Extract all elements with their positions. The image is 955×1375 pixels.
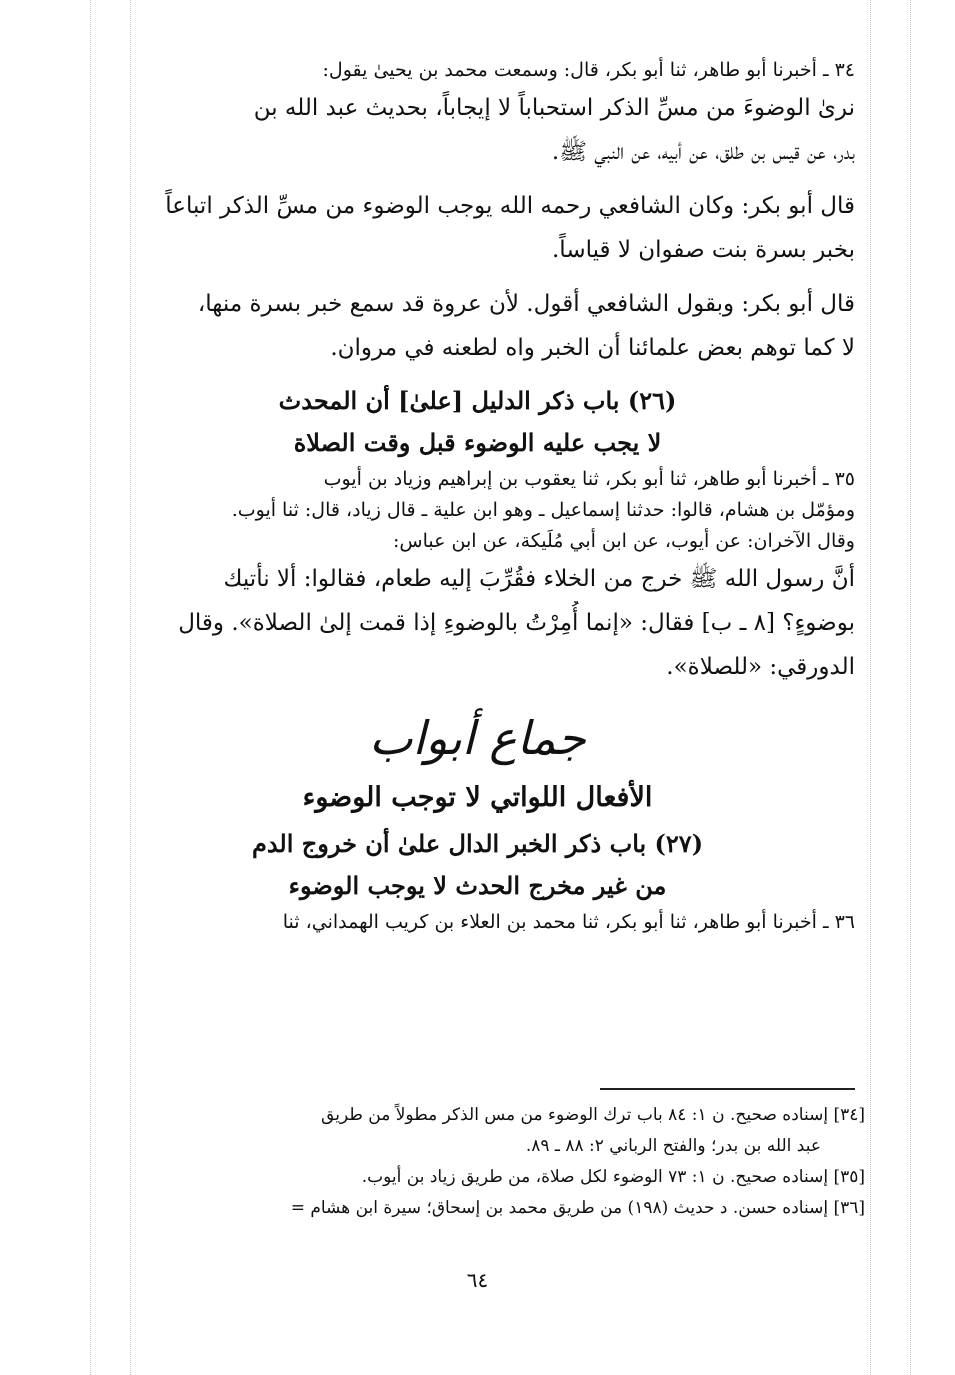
hadith-34 bbox=[100, 55, 855, 370]
chapter-26-heading bbox=[100, 380, 855, 464]
scan-guide-line bbox=[870, 0, 871, 1375]
hadith-35 bbox=[100, 464, 855, 689]
section-heading bbox=[100, 703, 855, 823]
chapter-title-line: لا يجب عليه الوضوء قبل وقت الصلاة bbox=[293, 428, 662, 457]
narration-line: ٣٥ ـ أخبرنا أبو طاهر، ثنا أبو بكر، ثنا يعقوب بن إبراهيم وزياد بن أيوب bbox=[323, 468, 855, 490]
scan-guide-line bbox=[90, 0, 91, 1375]
page-number: ٦٤ bbox=[466, 1268, 489, 1292]
text-line: بوضوءٍ؟ [٨ ـ ب] فقال: «إنما أُمِرْتُ بالوضوءِ إذا قمت إلىٰ الصلاة». وقال bbox=[178, 610, 855, 636]
calligraphy-title: جماع أبواب bbox=[369, 711, 586, 765]
chapter-title-line: من غير مخرج الحدث لا يوجب الوضوء bbox=[288, 871, 667, 900]
comment-line: قال أبو بكر: وبقول الشافعي أقول. لأن عروة قد سمع خبر بسرة منها، bbox=[197, 291, 855, 317]
chapter-title-line: (٢٧) باب ذكر الخبر الدال علىٰ أن خروج الدم bbox=[251, 829, 704, 858]
footnote-35: [٣٥] إسناده صحيح. ن ١: ٧٣ الوضوء لكل صلاة، من طريق زياد بن أيوب. bbox=[361, 1167, 865, 1187]
comment-line: قال أبو بكر: وكان الشافعي رحمه الله يوجب الوضوء من مسِّ الذكر اتباعاً bbox=[165, 193, 855, 219]
narration-line: ومؤمّل بن هشام، قالوا: حدثنا إسماعيل ـ وهو ابن علية ـ قال زياد، قال: ثنا أيوب. bbox=[231, 499, 855, 521]
footnote-divider bbox=[600, 1088, 855, 1090]
comment-line: بخبر بسرة بنت صفوان لا قياساً. bbox=[552, 237, 855, 263]
chapter-title-line: (٢٦) باب ذكر الدليل [علىٰ] أن المحدث bbox=[278, 386, 677, 415]
footnotes bbox=[100, 1100, 865, 1224]
text-line: نرىٰ الوضوءَ من مسِّ الذكر استحباباً لا إيجاباً، بحديث عبد الله بن bbox=[253, 95, 855, 121]
page-body bbox=[100, 55, 855, 938]
section-title: الأفعال اللواتي لا توجب الوضوء bbox=[302, 782, 653, 813]
text-line: بدر، عن قيس بن طلق، عن أبيه، عن النبي ﷺ. bbox=[551, 139, 855, 165]
text-line: الدورقي: «للصلاة». bbox=[666, 654, 855, 680]
hadith-36 bbox=[100, 907, 855, 938]
footnote-36: [٣٦] إسناده حسن. د حديث (١٩٨) من طريق محمد بن إسحاق؛ سيرة ابن هشام = bbox=[290, 1198, 865, 1218]
narration-line: ٣٤ ـ أخبرنا أبو طاهر، ثنا أبو بكر، قال: وسمعت محمد بن يحيىٰ يقول: bbox=[322, 59, 855, 81]
text-line: أنَّ رسول الله ﷺ خرج من الخلاء فقُرِّبَ إليه طعام، فقالوا: ألا نأتيك bbox=[223, 566, 855, 592]
comment-line: لا كما توهم بعض علمائنا أن الخبر واه لطعنه في مروان. bbox=[330, 335, 855, 361]
chapter-27-heading bbox=[100, 823, 855, 907]
narration-line: ٣٦ ـ أخبرنا أبو طاهر، ثنا أبو بكر، ثنا محمد بن العلاء بن كريب الهمداني، ثنا bbox=[282, 911, 855, 933]
footnote-34: [٣٤] إسناده صحيح. ن ١: ٨٤ باب ترك الوضوء من مس الذكر مطولاً من طريق bbox=[321, 1105, 865, 1125]
narration-line: وقال الآخران: عن أيوب، عن ابن أبي مُلَيكة، عن ابن عباس: bbox=[393, 530, 855, 552]
footnote-34-continued: عبد الله بن بدر؛ والفتح الرباني ٢: ٨٨ ـ ٨٩. bbox=[525, 1136, 821, 1156]
scan-guide-line bbox=[910, 0, 911, 1375]
